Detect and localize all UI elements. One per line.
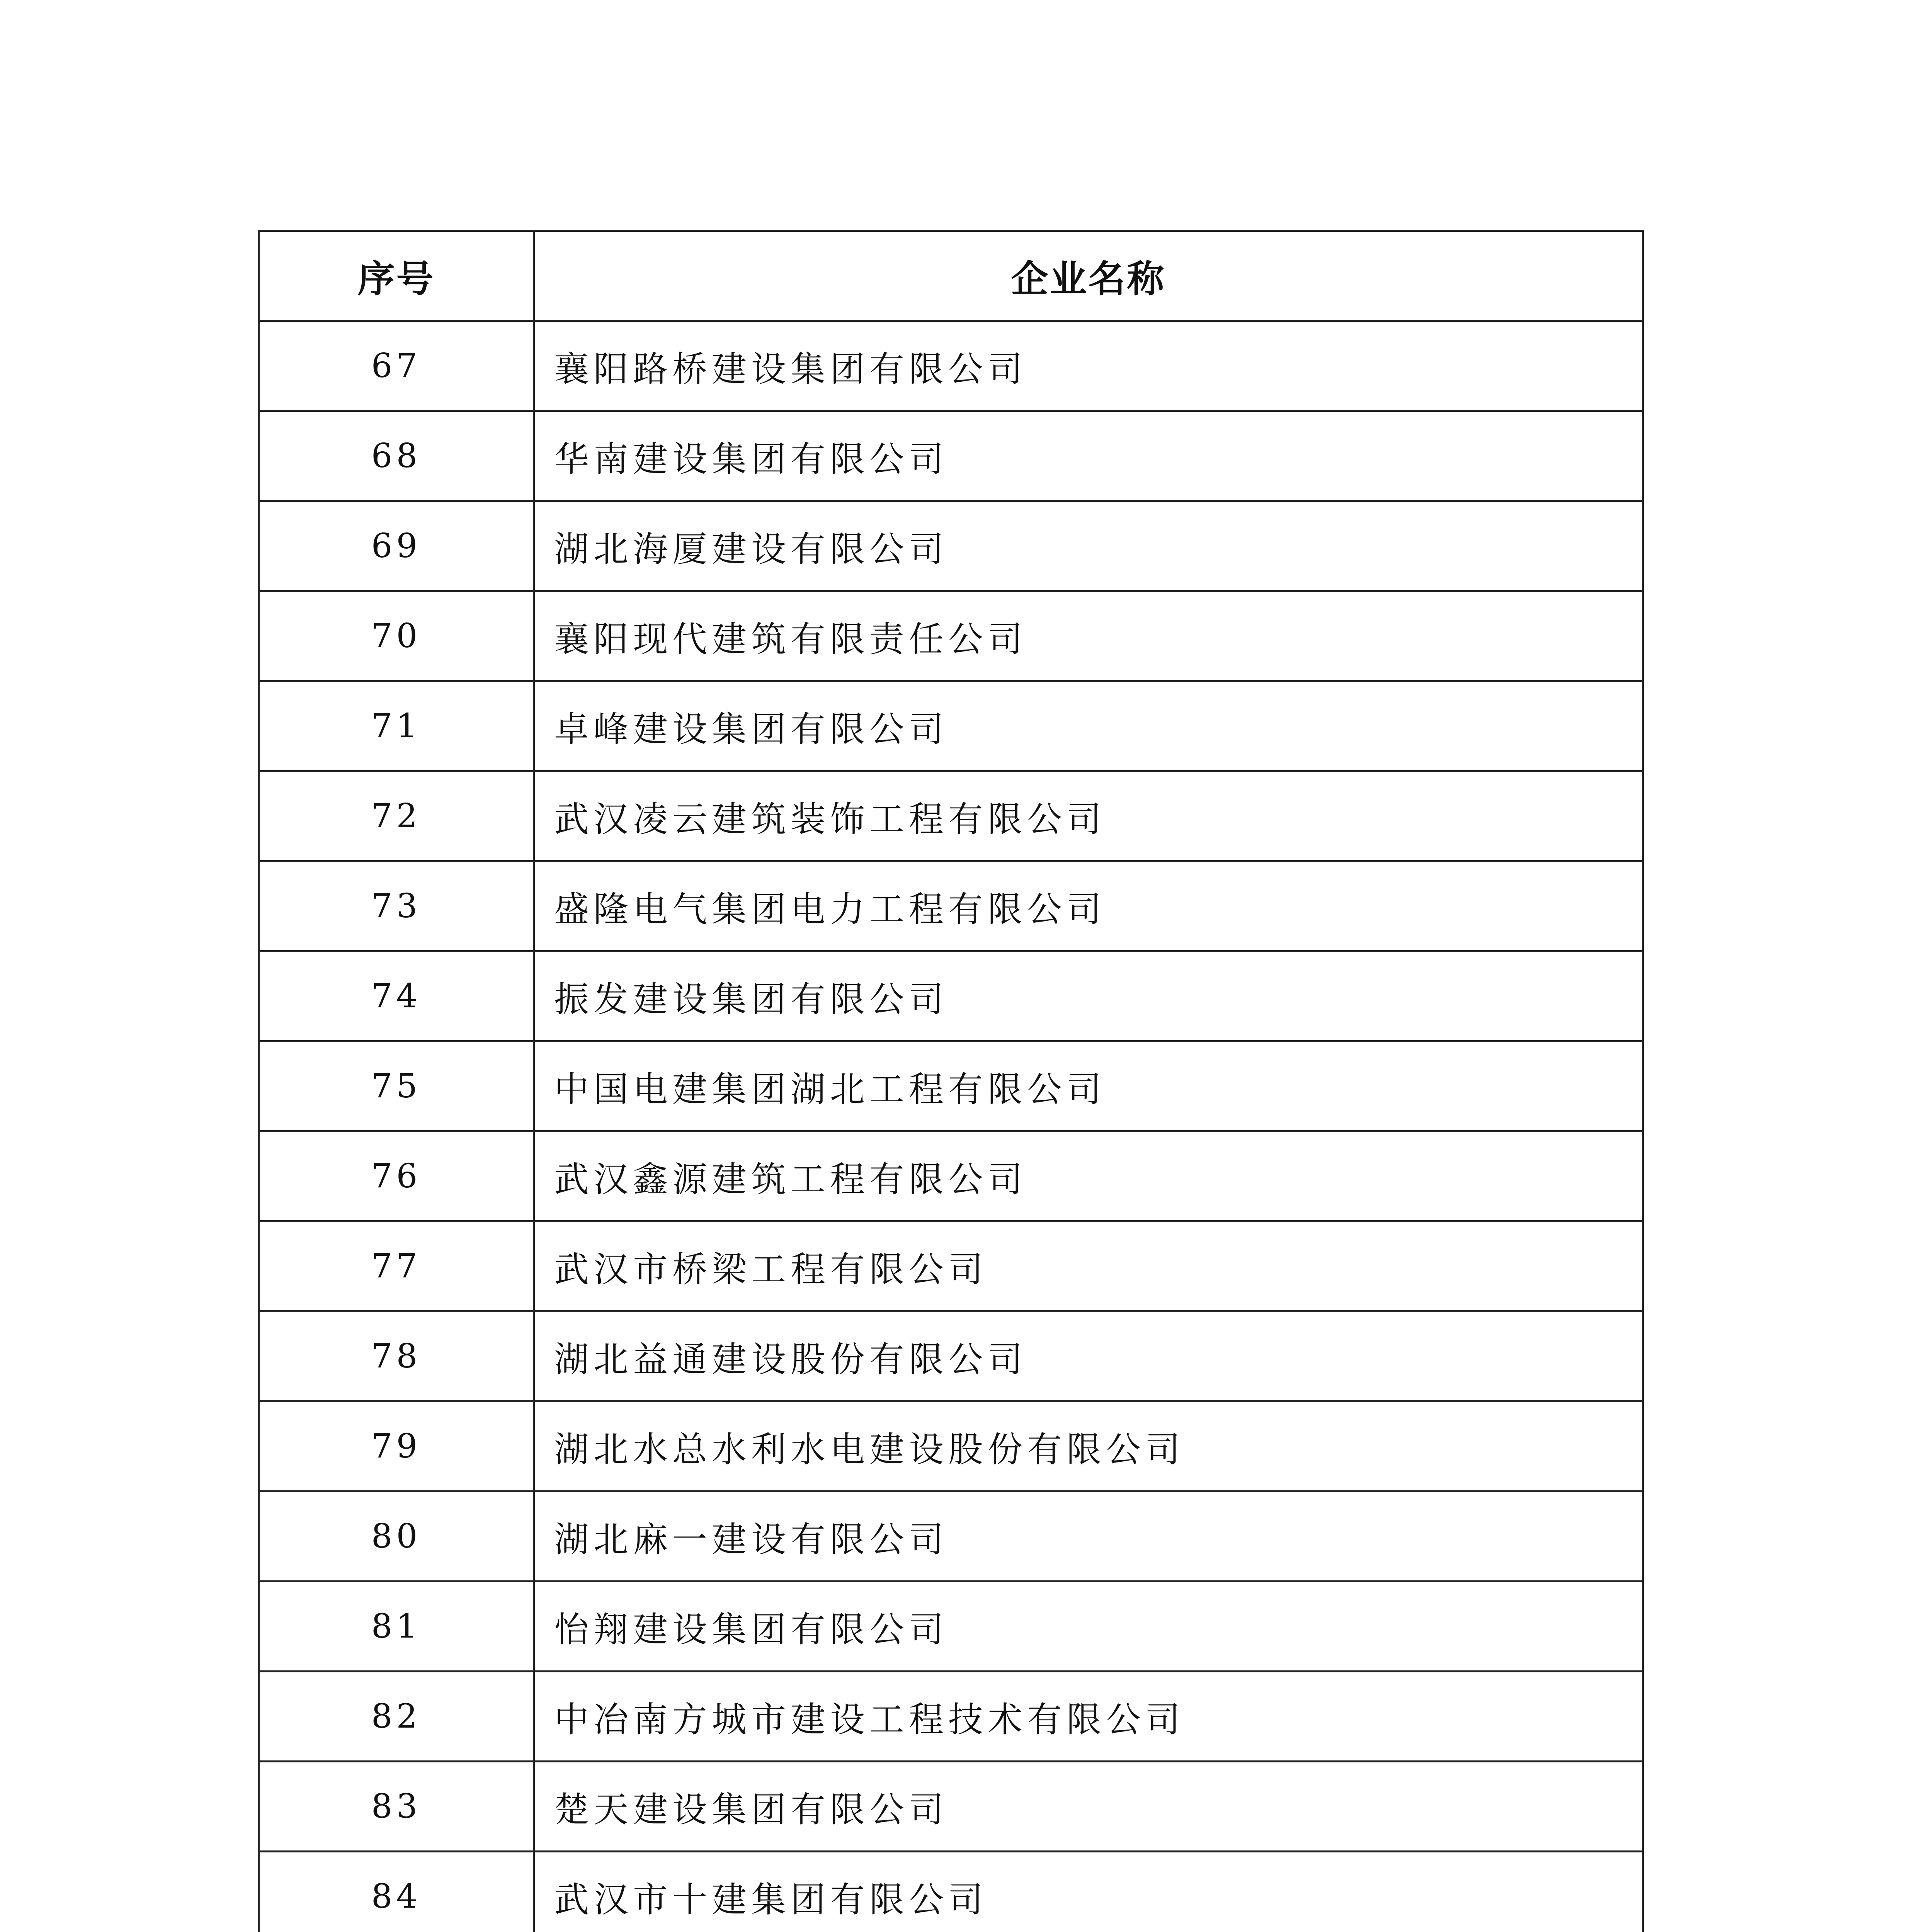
table-row [259, 1582, 1643, 1672]
row-company-name: 武汉凌云建筑装饰工程有限公司 [534, 771, 1643, 861]
row-company-name: 湖北水总水利水电建设股份有限公司 [534, 1401, 1643, 1492]
row-seq-number: 75 [259, 1041, 534, 1131]
table-body [259, 321, 1643, 1932]
row-company-name: 武汉鑫源建筑工程有限公司 [534, 1131, 1643, 1221]
table-row [259, 1762, 1643, 1852]
row-seq-number: 78 [259, 1311, 534, 1401]
row-seq-number: 68 [259, 411, 534, 501]
table-row [259, 411, 1643, 501]
row-seq-number: 72 [259, 771, 534, 861]
table-row [259, 321, 1643, 411]
row-seq-number: 81 [259, 1582, 534, 1672]
table-row [259, 1221, 1643, 1311]
table-row [259, 681, 1643, 771]
table-row [259, 1672, 1643, 1762]
table-row [259, 1311, 1643, 1401]
row-company-name: 湖北海厦建设有限公司 [534, 501, 1643, 591]
table-header [259, 231, 1643, 321]
table-row [259, 771, 1643, 861]
header-row [259, 231, 1643, 321]
row-company-name: 中国电建集团湖北工程有限公司 [534, 1041, 1643, 1131]
row-company-name: 湖北益通建设股份有限公司 [534, 1311, 1643, 1401]
row-seq-number: 73 [259, 861, 534, 951]
row-seq-number: 69 [259, 501, 534, 591]
table-row [259, 861, 1643, 951]
company-table [258, 230, 1644, 1932]
row-seq-number: 70 [259, 591, 534, 681]
table-row [259, 501, 1643, 591]
table-row [259, 1041, 1643, 1131]
row-company-name: 盛隆电气集团电力工程有限公司 [534, 861, 1643, 951]
row-company-name: 华南建设集团有限公司 [534, 411, 1643, 501]
row-seq-number: 76 [259, 1131, 534, 1221]
row-seq-number: 77 [259, 1221, 534, 1311]
row-company-name: 襄阳路桥建设集团有限公司 [534, 321, 1643, 411]
table-row [259, 591, 1643, 681]
row-seq-number: 83 [259, 1762, 534, 1852]
row-company-name: 湖北麻一建设有限公司 [534, 1492, 1643, 1582]
table-row [259, 951, 1643, 1041]
row-seq-number: 74 [259, 951, 534, 1041]
row-company-name: 武汉市十建集团有限公司 [534, 1852, 1643, 1932]
row-company-name: 襄阳现代建筑有限责任公司 [534, 591, 1643, 681]
row-seq-number: 67 [259, 321, 534, 411]
row-seq-number: 71 [259, 681, 534, 771]
table-row [259, 1131, 1643, 1221]
row-company-name: 振发建设集团有限公司 [534, 951, 1643, 1041]
table-row [259, 1401, 1643, 1492]
row-company-name: 武汉市桥梁工程有限公司 [534, 1221, 1643, 1311]
header-seq: 序号 [259, 231, 534, 321]
row-seq-number: 82 [259, 1672, 534, 1762]
row-company-name: 卓峰建设集团有限公司 [534, 681, 1643, 771]
row-company-name: 怡翔建设集团有限公司 [534, 1582, 1643, 1672]
header-company-name: 企业名称 [534, 231, 1643, 321]
row-company-name: 楚天建设集团有限公司 [534, 1762, 1643, 1852]
row-company-name: 中冶南方城市建设工程技术有限公司 [534, 1672, 1643, 1762]
row-seq-number: 84 [259, 1852, 534, 1932]
row-seq-number: 79 [259, 1401, 534, 1492]
row-seq-number: 80 [259, 1492, 534, 1582]
table-row [259, 1492, 1643, 1582]
table-row [259, 1852, 1643, 1932]
